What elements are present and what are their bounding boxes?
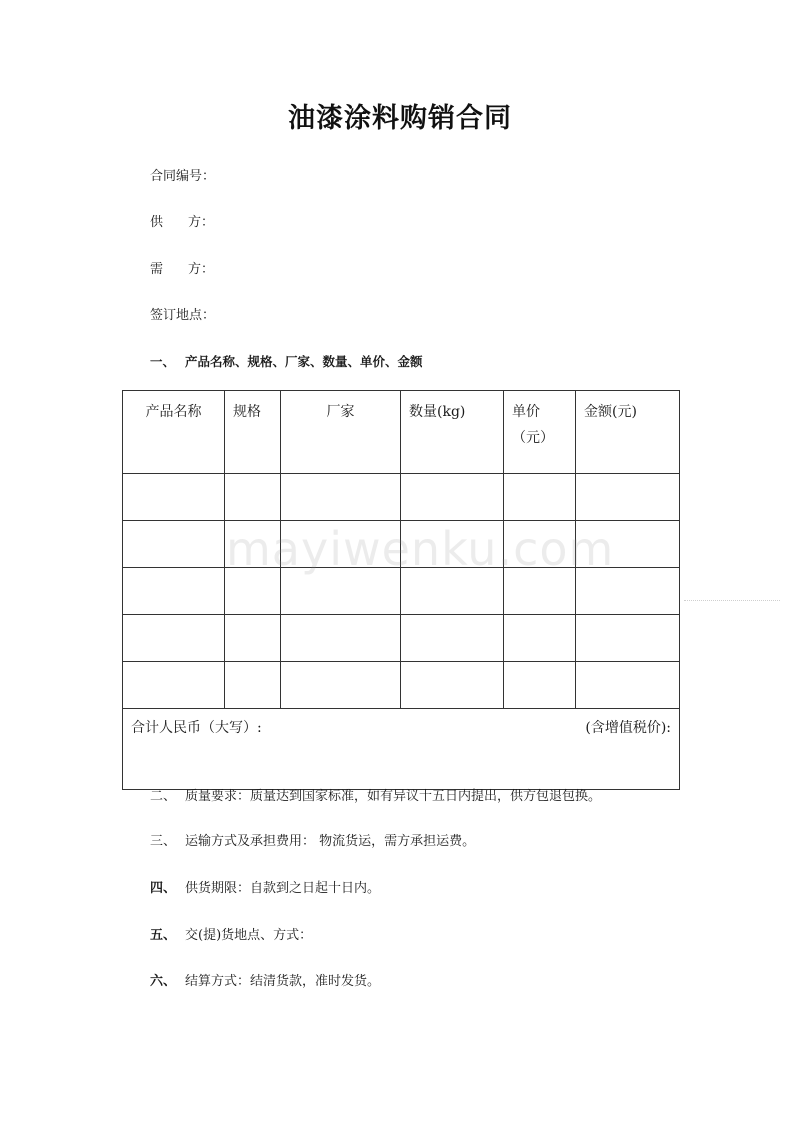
cell[interactable]	[281, 521, 401, 568]
cell[interactable]	[123, 568, 225, 615]
supplier-label-b: 方：	[187, 215, 214, 230]
cell[interactable]	[225, 521, 281, 568]
section-4-number: 四、	[150, 881, 177, 896]
table-row	[123, 568, 680, 615]
section-1-text: 产品名称、规格、厂家、数量、单价、金额	[185, 354, 423, 369]
cell[interactable]	[401, 662, 504, 709]
table-total-row	[123, 709, 680, 790]
cell[interactable]	[576, 615, 680, 662]
section-1-number: 一、	[150, 354, 176, 369]
cell[interactable]	[504, 521, 576, 568]
cell[interactable]	[576, 474, 680, 521]
cell[interactable]	[504, 474, 576, 521]
cell[interactable]	[504, 568, 576, 615]
section-2-number: 二、	[150, 789, 177, 804]
section-3-text: 运输方式及承担费用： 物流货运，需方承担运费。	[185, 834, 476, 849]
cell[interactable]	[281, 662, 401, 709]
cell[interactable]	[281, 568, 401, 615]
cell[interactable]	[281, 474, 401, 521]
cell[interactable]	[401, 615, 504, 662]
section-4	[150, 881, 380, 897]
dotted-line	[684, 600, 780, 601]
header-product-name: 产品名称	[123, 391, 225, 474]
cell[interactable]	[576, 568, 680, 615]
table-row	[123, 662, 680, 709]
total-wrap	[131, 717, 671, 737]
table-row	[123, 474, 680, 521]
buyer-label-a: 需	[150, 262, 164, 277]
header-unit-price-line1: 单价	[512, 404, 540, 420]
header-spec: 规格	[225, 391, 281, 474]
cell[interactable]	[225, 615, 281, 662]
cell[interactable]	[401, 568, 504, 615]
section-2-text: 质量要求：质量达到国家标准，如有异议十五日内提出，供方包退包换。	[185, 789, 602, 804]
cell[interactable]	[504, 662, 576, 709]
header-amount: 金额(元)	[576, 391, 680, 474]
cell[interactable]	[401, 474, 504, 521]
section-5	[150, 928, 312, 944]
header-maker: 厂家	[281, 391, 401, 474]
section-6	[150, 974, 380, 990]
section-3	[150, 834, 475, 850]
section-2	[150, 789, 601, 805]
table-header-row	[123, 391, 680, 474]
cell[interactable]	[123, 474, 225, 521]
supplier-label	[150, 215, 214, 231]
section-1	[150, 354, 423, 370]
cell[interactable]	[281, 615, 401, 662]
section-6-number: 六、	[150, 974, 177, 989]
supplier-label-a: 供	[150, 215, 164, 230]
cell[interactable]	[225, 662, 281, 709]
section-5-number: 五、	[150, 928, 177, 943]
contract-title: 油漆涂料购销合同	[288, 103, 512, 134]
buyer-label-b: 方：	[187, 262, 214, 277]
table-row	[123, 521, 680, 568]
section-6-text: 结算方式：结清货款，准时发货。	[185, 974, 381, 989]
cell[interactable]	[225, 474, 281, 521]
header-unit-price	[504, 391, 576, 474]
cell[interactable]	[576, 521, 680, 568]
sign-place-field	[150, 308, 215, 324]
goods-table	[122, 390, 680, 790]
contract-number-field	[150, 169, 215, 185]
contract-number-label: 合同编号：	[150, 169, 216, 184]
section-3-number: 三、	[150, 834, 177, 849]
cell[interactable]	[123, 615, 225, 662]
buyer-field	[150, 262, 214, 278]
cell[interactable]	[123, 521, 225, 568]
buyer-label	[150, 262, 214, 278]
total-cell[interactable]	[123, 709, 680, 790]
cell[interactable]	[123, 662, 225, 709]
header-quantity: 数量(kg)	[401, 391, 504, 474]
supplier-field	[150, 215, 214, 231]
header-unit-price-line2: （元）	[512, 430, 554, 446]
total-tax-label: (含增值税价):	[585, 720, 671, 736]
table-row	[123, 615, 680, 662]
watermark: mayiwenku.com	[226, 522, 615, 576]
sign-place-label: 签订地点：	[150, 308, 216, 323]
cell[interactable]	[576, 662, 680, 709]
cell[interactable]	[225, 568, 281, 615]
total-label: 合计人民币（大写）:	[131, 720, 262, 736]
cell[interactable]	[504, 615, 576, 662]
section-5-text: 交(提)货地点、方式：	[185, 928, 313, 943]
section-4-text: 供货期限：自款到之日起十日内。	[185, 881, 381, 896]
cell[interactable]	[401, 521, 504, 568]
